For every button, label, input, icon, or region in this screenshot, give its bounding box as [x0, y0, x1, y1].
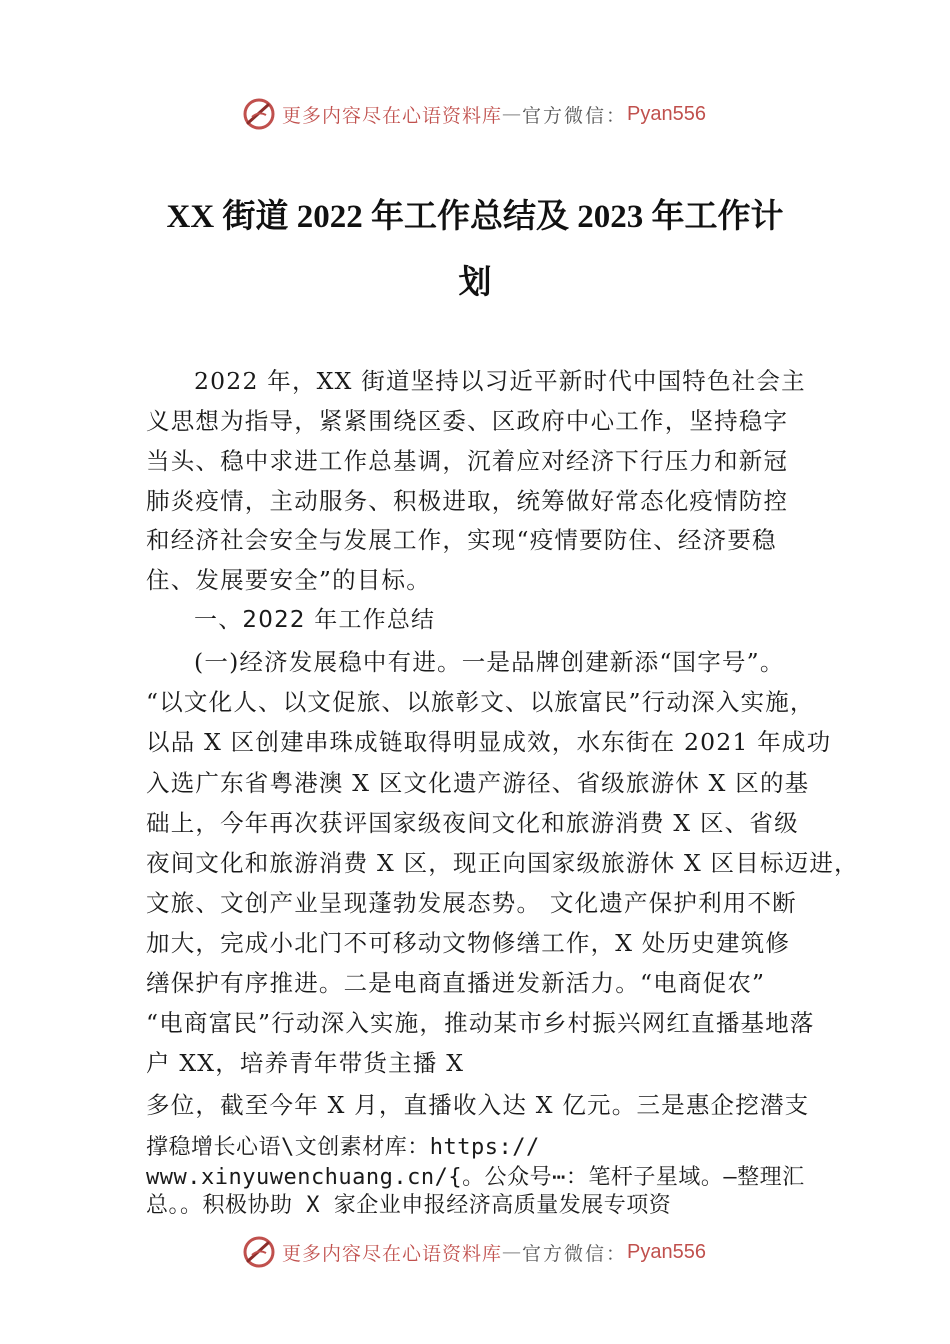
document-title-line-2: 划 — [458, 265, 492, 301]
section-line: 加大，完成小北门不可移动文物修缮工作，X 处历史建筑修 — [146, 929, 791, 957]
brush-circle-logo-icon — [242, 1235, 276, 1269]
intro-line: 肺炎疫情，主动服务、积极进取，统筹做好常态化疫情防控 — [146, 487, 789, 515]
section-line: 入选广东省粤港澳 X 区文化遗产游径、省级旅游休 X 区的基 — [146, 769, 810, 797]
brush-circle-logo-icon — [242, 97, 276, 131]
section-line: 础上，今年再次获评国家级夜间文化和旅游消费 X 区、省级 — [146, 809, 799, 837]
section-line: “电商富民”行动深入实施，推动某市乡村振兴网红直播基地落 — [146, 1009, 815, 1037]
banner-label: 官方微信： — [522, 1242, 628, 1265]
banner-text: 更多内容尽在心语资料库 — [282, 1242, 503, 1265]
banner-wechat-id: Pyan556 — [627, 1240, 706, 1263]
section-line: 夜间文化和旅游消费 X 区，现正向国家级旅游休 X 区目标迈进， — [146, 849, 859, 877]
section-line: 多位，截至今年 X 月，直播收入达 X 亿元。三是惠企挖潜支 — [146, 1091, 810, 1119]
section-line: “以文化人、以文促旅、以旅彰文、以旅富民”行动深入实施， — [146, 688, 815, 716]
banner-label: 官方微信： — [522, 104, 628, 127]
banner-separator: — — [502, 103, 523, 125]
section-line: 文旅、文创产业呈现蓬勃发展态势。 文化遗产保护利用不断 — [146, 889, 797, 917]
header-banner — [242, 94, 706, 134]
section-line: 缮保护有序推进。二是电商直播迸发新活力。“电商促农” — [146, 969, 766, 997]
section-line: www.xinyuwenchuang.cn/{。公众号⋯：笔杆子星域。—整理汇 — [146, 1165, 805, 1190]
intro-line: 义思想为指导，紧紧围绕区委、区政府中心工作，坚持稳字 — [146, 407, 789, 435]
intro-line: 2022 年，XX 街道坚持以习近平新时代中国特色社会主 — [194, 367, 806, 395]
intro-line: 和经济社会安全与发展工作，实现“疫情要防住、经济要稳 — [146, 526, 777, 554]
banner-separator: — — [502, 1241, 523, 1263]
banner-text: 更多内容尽在心语资料库 — [282, 104, 503, 127]
section-line: (一)经济发展稳中有进。一是品牌创建新添“国字号”。 — [194, 648, 785, 676]
footer-banner — [242, 1232, 706, 1272]
section-line: 户 XX，培养青年带货主播 X — [146, 1049, 465, 1077]
intro-line: 当头、稳中求进工作总基调，沉着应对经济下行压力和新冠 — [146, 447, 789, 475]
section-line: 以品 X 区创建串珠成链取得明显成效，水东街在 2021 年成功 — [146, 728, 832, 756]
section-heading: 一、2022 年工作总结 — [194, 607, 436, 633]
banner-wechat-id: Pyan556 — [627, 102, 706, 125]
section-line: 撑稳增长心语\文创素材库：https:// — [146, 1135, 540, 1160]
section-line: 总。。积极协助 X 家企业申报经济高质量发展专项资 — [146, 1193, 672, 1218]
intro-line: 住、发展要安全”的目标。 — [146, 566, 431, 594]
document-title-line-1: XX 街道 2022 年工作总结及 2023 年工作计 — [166, 199, 784, 235]
